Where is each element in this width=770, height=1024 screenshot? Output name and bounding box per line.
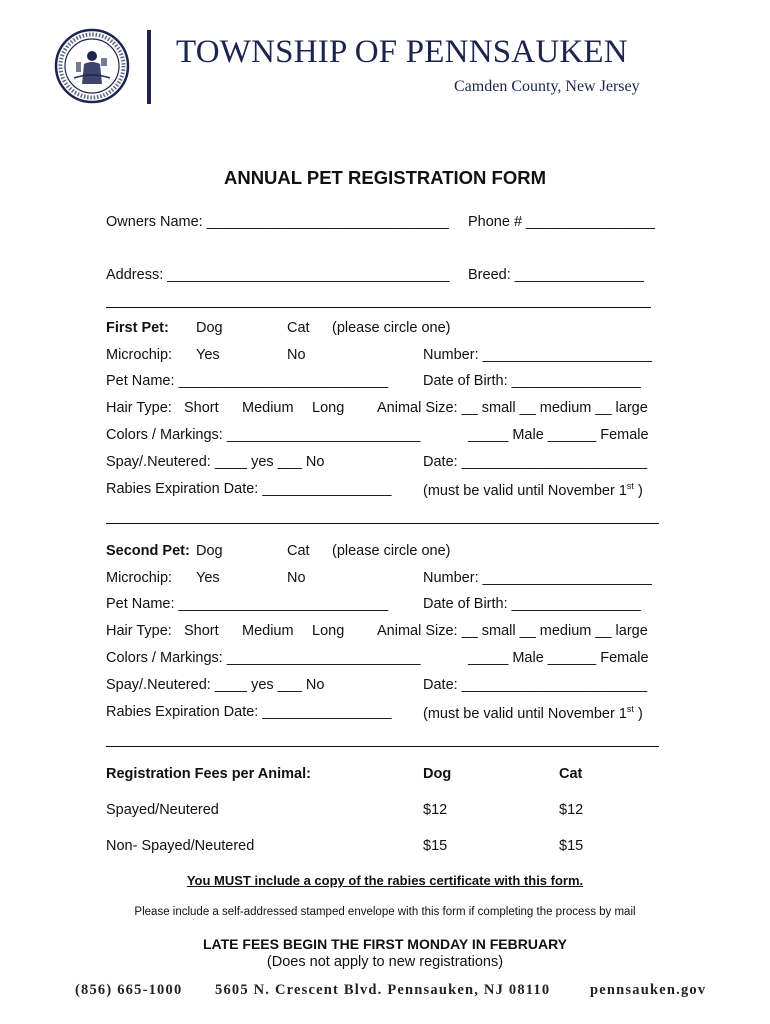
section-divider [106,746,659,747]
first-pet-hair-label: Hair Type: [106,400,172,416]
second-pet-cat-option[interactable]: Cat [287,543,310,559]
breed-field[interactable]: Breed: ________________ [468,267,644,283]
fees-heading: Registration Fees per Animal: [106,766,311,782]
first-pet-spay-field[interactable]: Spay/.Neutered: ____ yes ___ No [106,454,325,470]
fees-row-label: Spayed/Neutered [106,802,219,818]
footer-phone: (856) 665-1000 [75,982,183,998]
second-pet-hair-long[interactable]: Long [312,623,345,639]
first-pet-hair-medium[interactable]: Medium [242,400,294,416]
second-pet-circle-note: (please circle one) [332,543,451,559]
second-pet-hair-medium[interactable]: Medium [242,623,294,639]
header-divider [147,30,151,104]
first-pet-heading: First Pet: [106,320,169,336]
second-pet-hair-short[interactable]: Short [184,623,219,639]
first-pet-microchip-label: Microchip: [106,347,173,363]
second-pet-dob-field[interactable]: Date of Birth: ________________ [423,596,641,612]
second-pet-spay-date[interactable]: Date: _______________________ [423,677,648,693]
fees-col-cat: Cat [559,766,583,782]
phone-field[interactable]: Phone # ________________ [468,214,656,230]
envelope-notice: Please include a self-addressed stamped envelope with this form if completing the process by mail [134,906,636,918]
first-pet-microchip-no[interactable]: No [287,347,306,363]
late-fees-subnote: (Does not apply to new registrations) [266,954,504,970]
fees-row-label: Non- Spayed/Neutered [106,838,255,854]
county-subtitle: Camden County, New Jersey [454,78,640,95]
address-field[interactable]: Address: ___________________________________ [106,267,450,283]
address-line-2[interactable] [106,307,651,308]
fees-col-dog: Dog [423,766,452,782]
second-pet-sex-field[interactable]: _____ Male ______ Female [468,650,649,666]
second-pet-microchip-label: Microchip: [106,570,173,586]
late-fees-notice: LATE FEES BEGIN THE FIRST MONDAY IN FEBRUARY [202,936,568,952]
section-divider [106,523,659,524]
first-pet-dob-field[interactable]: Date of Birth: ________________ [423,373,641,389]
fees-row-cat: $12 [559,802,584,818]
second-pet-hair-label: Hair Type: [106,623,172,639]
form-title: ANNUAL PET REGISTRATION FORM [223,167,547,188]
second-pet-animal-size[interactable]: Animal Size: __ small __ medium __ large [377,623,648,639]
owners-name-field[interactable]: Owners Name: ______________________________ [106,214,449,230]
first-pet-sex-field[interactable]: _____ Male ______ Female [468,427,649,443]
fees-row-dog: $12 [423,802,448,818]
footer-website[interactable]: pennsauken.gov [590,982,707,998]
first-pet-animal-size[interactable]: Animal Size: __ small __ medium __ large [377,400,648,416]
first-pet-spay-date[interactable]: Date: _______________________ [423,454,648,470]
second-pet-microchip-number[interactable]: Number: _____________________ [423,570,652,586]
second-pet-microchip-yes[interactable]: Yes [196,570,220,586]
first-pet-circle-note: (please circle one) [332,320,451,336]
first-pet-hair-long[interactable]: Long [312,400,345,416]
fees-row-cat: $15 [559,838,584,854]
second-pet-spay-field[interactable]: Spay/.Neutered: ____ yes ___ No [106,677,325,693]
second-pet-heading: Second Pet: [106,543,190,559]
second-pet-microchip-no[interactable]: No [287,570,306,586]
second-pet-dog-option[interactable]: Dog [196,543,223,559]
township-title: TOWNSHIP OF PENNSAUKEN [176,34,628,70]
first-pet-microchip-yes[interactable]: Yes [196,347,220,363]
first-pet-colors-field[interactable]: Colors / Markings: ________________________ [106,427,421,443]
second-pet-colors-field[interactable]: Colors / Markings: ________________________ [106,650,421,666]
second-pet-valid-note: (must be valid until November 1st ) [423,704,643,722]
fees-row-dog: $15 [423,838,448,854]
first-pet-rabies-field[interactable]: Rabies Expiration Date: ________________ [106,481,392,497]
footer-address: 5605 N. Crescent Blvd. Pennsauken, NJ 08110 [215,982,551,998]
rabies-certificate-notice: You MUST include a copy of the rabies certificate with this form. [186,873,584,888]
second-pet-name-field[interactable]: Pet Name: __________________________ [106,596,389,612]
first-pet-cat-option[interactable]: Cat [287,320,310,336]
township-seal-icon [54,28,130,104]
first-pet-name-field[interactable]: Pet Name: __________________________ [106,373,389,389]
first-pet-valid-note: (must be valid until November 1st ) [423,481,643,499]
second-pet-rabies-field[interactable]: Rabies Expiration Date: ________________ [106,704,392,720]
first-pet-dog-option[interactable]: Dog [196,320,223,336]
first-pet-hair-short[interactable]: Short [184,400,219,416]
first-pet-microchip-number[interactable]: Number: _____________________ [423,347,652,363]
